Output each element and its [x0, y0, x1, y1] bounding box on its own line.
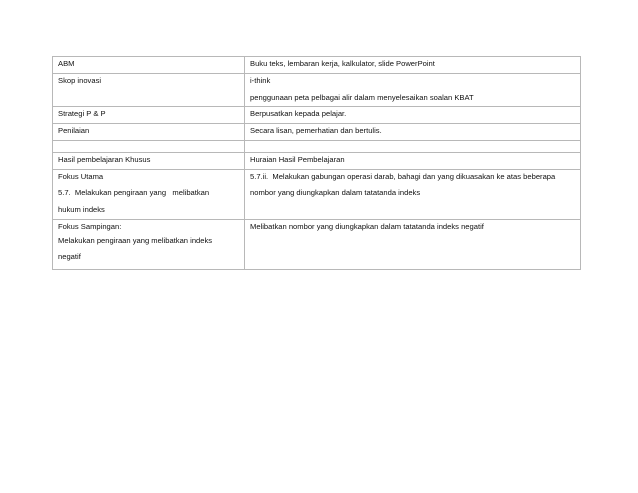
fokus-sampingan-line-2: Melakukan pengiraan yang melibatkan indeks [58, 235, 213, 245]
penilaian-value: Secara lisan, pemerhatian dan bertulis. [245, 124, 581, 141]
strategi-label: Strategi P & P [53, 107, 245, 124]
strategi-value: Berpusatkan kepada pelajar. [245, 107, 581, 124]
table-row-empty [53, 140, 581, 152]
fokus-sampingan-huraian: Melibatkan nombor yang diungkapkan dalam tatatanda indeks negatif [245, 219, 581, 269]
fokus-sampingan-title: Fokus Sampingan: [58, 221, 122, 231]
penilaian-label: Penilaian [53, 124, 245, 141]
fokus-sampingan-cell [53, 219, 245, 269]
fokus-utama-huraian-line-1: 5.7.ii. Melakukan gabungan operasi darab, bahagi dan yang dikuasakan ke atas beberapa [250, 171, 556, 181]
abm-label: ABM [53, 57, 245, 74]
fokus-utama-huraian-line-2: nombor yang diungkapkan dalam tatatanda indeks [250, 188, 421, 198]
fokus-utama-title: Fokus Utama [58, 171, 104, 181]
empty-cell-left [53, 140, 245, 152]
table-row-strategi [53, 107, 581, 124]
table-row-abm [53, 57, 581, 74]
fokus-utama-huraian [245, 169, 581, 219]
huraian-hasil-label: Huraian Hasil Pembelajaran [245, 152, 581, 169]
empty-cell-right [245, 140, 581, 152]
table-row-hasil-header [53, 152, 581, 169]
abm-value: Buku teks, lembaran kerja, kalkulator, slide PowerPoint [245, 57, 581, 74]
table-row-fokus-sampingan [53, 219, 581, 269]
skop-inovasi-line-1: i-think [250, 75, 271, 85]
table-row-skop-inovasi [53, 73, 581, 107]
table-row-fokus-utama [53, 169, 581, 219]
lesson-plan-table [52, 56, 581, 270]
fokus-sampingan-line-3: negatif [58, 252, 81, 262]
fokus-utama-cell [53, 169, 245, 219]
skop-inovasi-value [245, 73, 581, 107]
hasil-pembelajaran-label: Hasil pembelajaran Khusus [53, 152, 245, 169]
fokus-utama-line-3: hukum indeks [58, 205, 105, 215]
table-row-penilaian [53, 124, 581, 141]
fokus-utama-line-2: 5.7. Melakukan pengiraan yang melibatkan [58, 188, 210, 198]
skop-inovasi-label: Skop inovasi [53, 73, 245, 107]
skop-inovasi-line-2: penggunaan peta pelbagai alir dalam menyelesaikan soalan KBAT [250, 92, 474, 102]
